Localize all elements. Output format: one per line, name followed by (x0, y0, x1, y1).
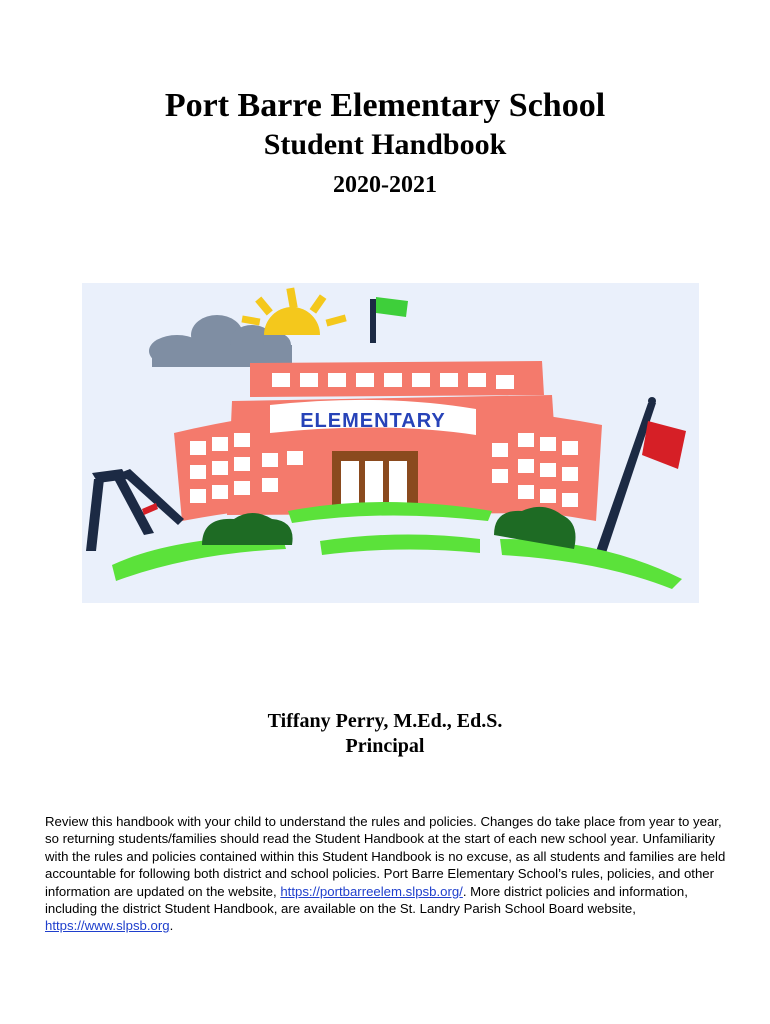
principal-name: Tiffany Perry, M.Ed., Ed.S. (267, 710, 503, 732)
intro-text-part-3: . (169, 918, 174, 934)
school-year: 2020-2021 (333, 172, 437, 198)
intro-paragraph (45, 813, 735, 935)
principal-title: Principal (345, 735, 425, 757)
building-sign-text: ELEMENTARY (300, 410, 446, 432)
school-building-illustration (82, 283, 699, 603)
door-icon (332, 451, 418, 509)
intro-text-part-1: Review this handbook with your child to understand the rules and policies. Changes do take place from year to year, so returning students/families should read the Student Handbook at the start of each new school year. Unfamiliarity with the rules and policies contained within this Student Handbook is no excuse, as all students and families are held accountable for following both district and school policies. Port Barre Elementary School’s rules, policies, and other information are updated on the website, (45, 814, 726, 899)
district-website-link[interactable]: https://www.slpsb.org (45, 918, 170, 934)
document-title: Student Handbook (263, 128, 507, 161)
intro-text-part-2: . More district policies and information, including the district Student Handbook, are available on the St. Landry Parish School Board website, (45, 883, 688, 917)
school-website-link[interactable]: https://portbarreelem.slpsb.org/ (280, 883, 463, 899)
school-name-title: Port Barre Elementary School (164, 87, 606, 124)
author-block (0, 709, 770, 759)
